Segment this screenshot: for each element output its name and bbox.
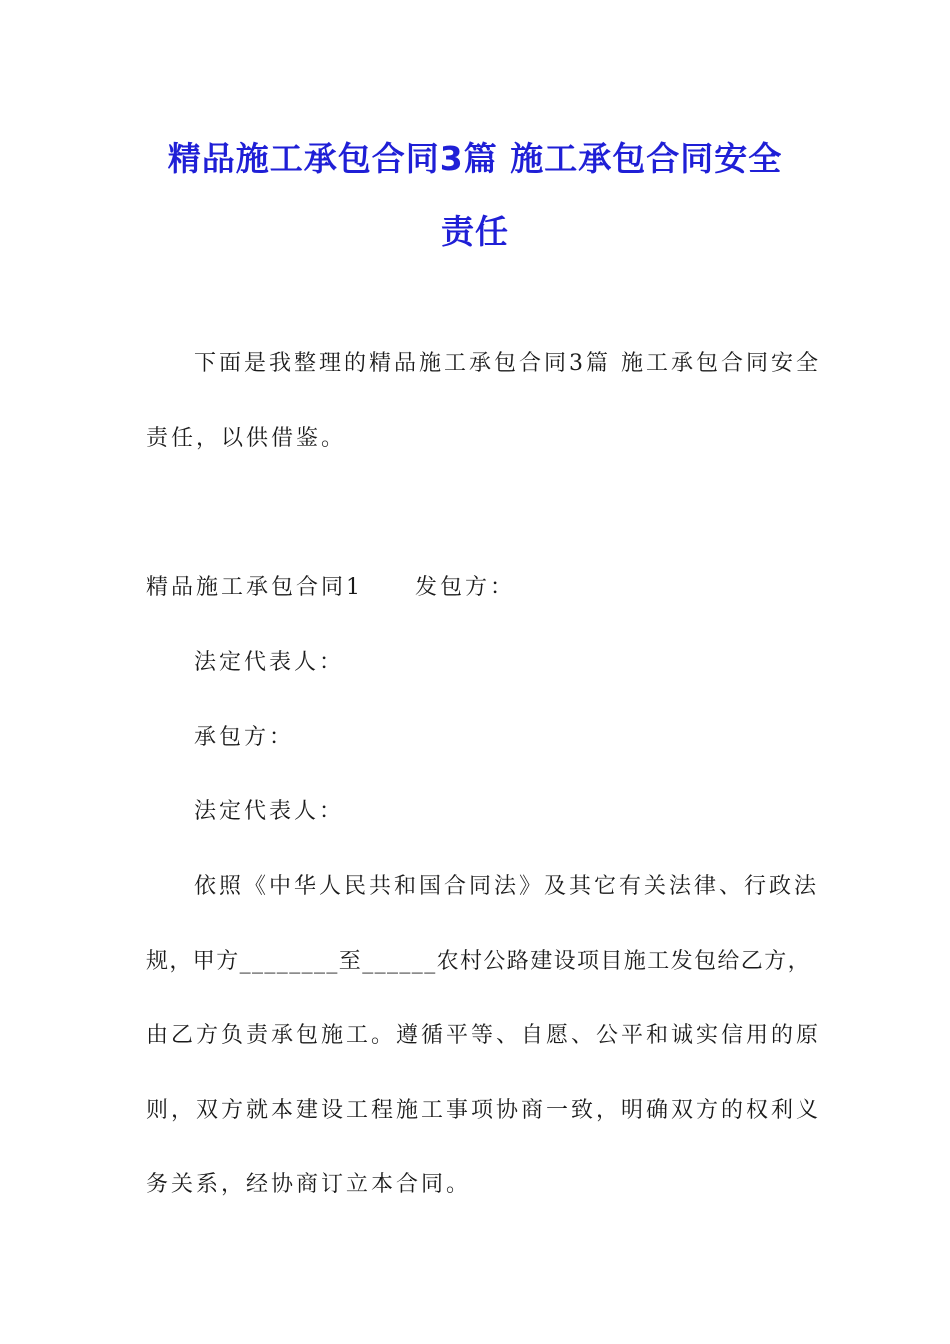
document-title-line-2: 责任 [441,212,509,251]
party-b-label: 承包方： [194,725,295,750]
body-line-4: 则，双方就本建设工程施工事项协商一致，明确双方的权利义 [146,1098,822,1123]
party-a-representative: 法定代表人： [194,650,345,675]
body-line-2: 规，甲方________至______农村公路建设项目施工发包给乙方， [146,949,812,974]
document-title-line-1: 精品施工承包合同3篇 施工承包合同安全 [167,139,783,178]
party-b-representative: 法定代表人： [194,799,345,824]
intro-line-1: 下面是我整理的精品施工承包合同3篇 施工承包合同安全 [194,351,821,376]
body-line-5: 务关系，经协商订立本合同。 [146,1172,472,1197]
intro-line-2: 责任，以供借鉴。 [146,426,347,451]
body-line-3: 由乙方负责承包施工。遵循平等、自愿、公平和诚实信用的原 [146,1023,822,1048]
body-line-1: 依照《中华人民共和国合同法》及其它有关法律、行政法 [194,874,820,899]
party-a-label: 发包方： [415,575,516,600]
section-heading-row [146,570,515,601]
section-heading: 精品施工承包合同1 [146,575,363,600]
